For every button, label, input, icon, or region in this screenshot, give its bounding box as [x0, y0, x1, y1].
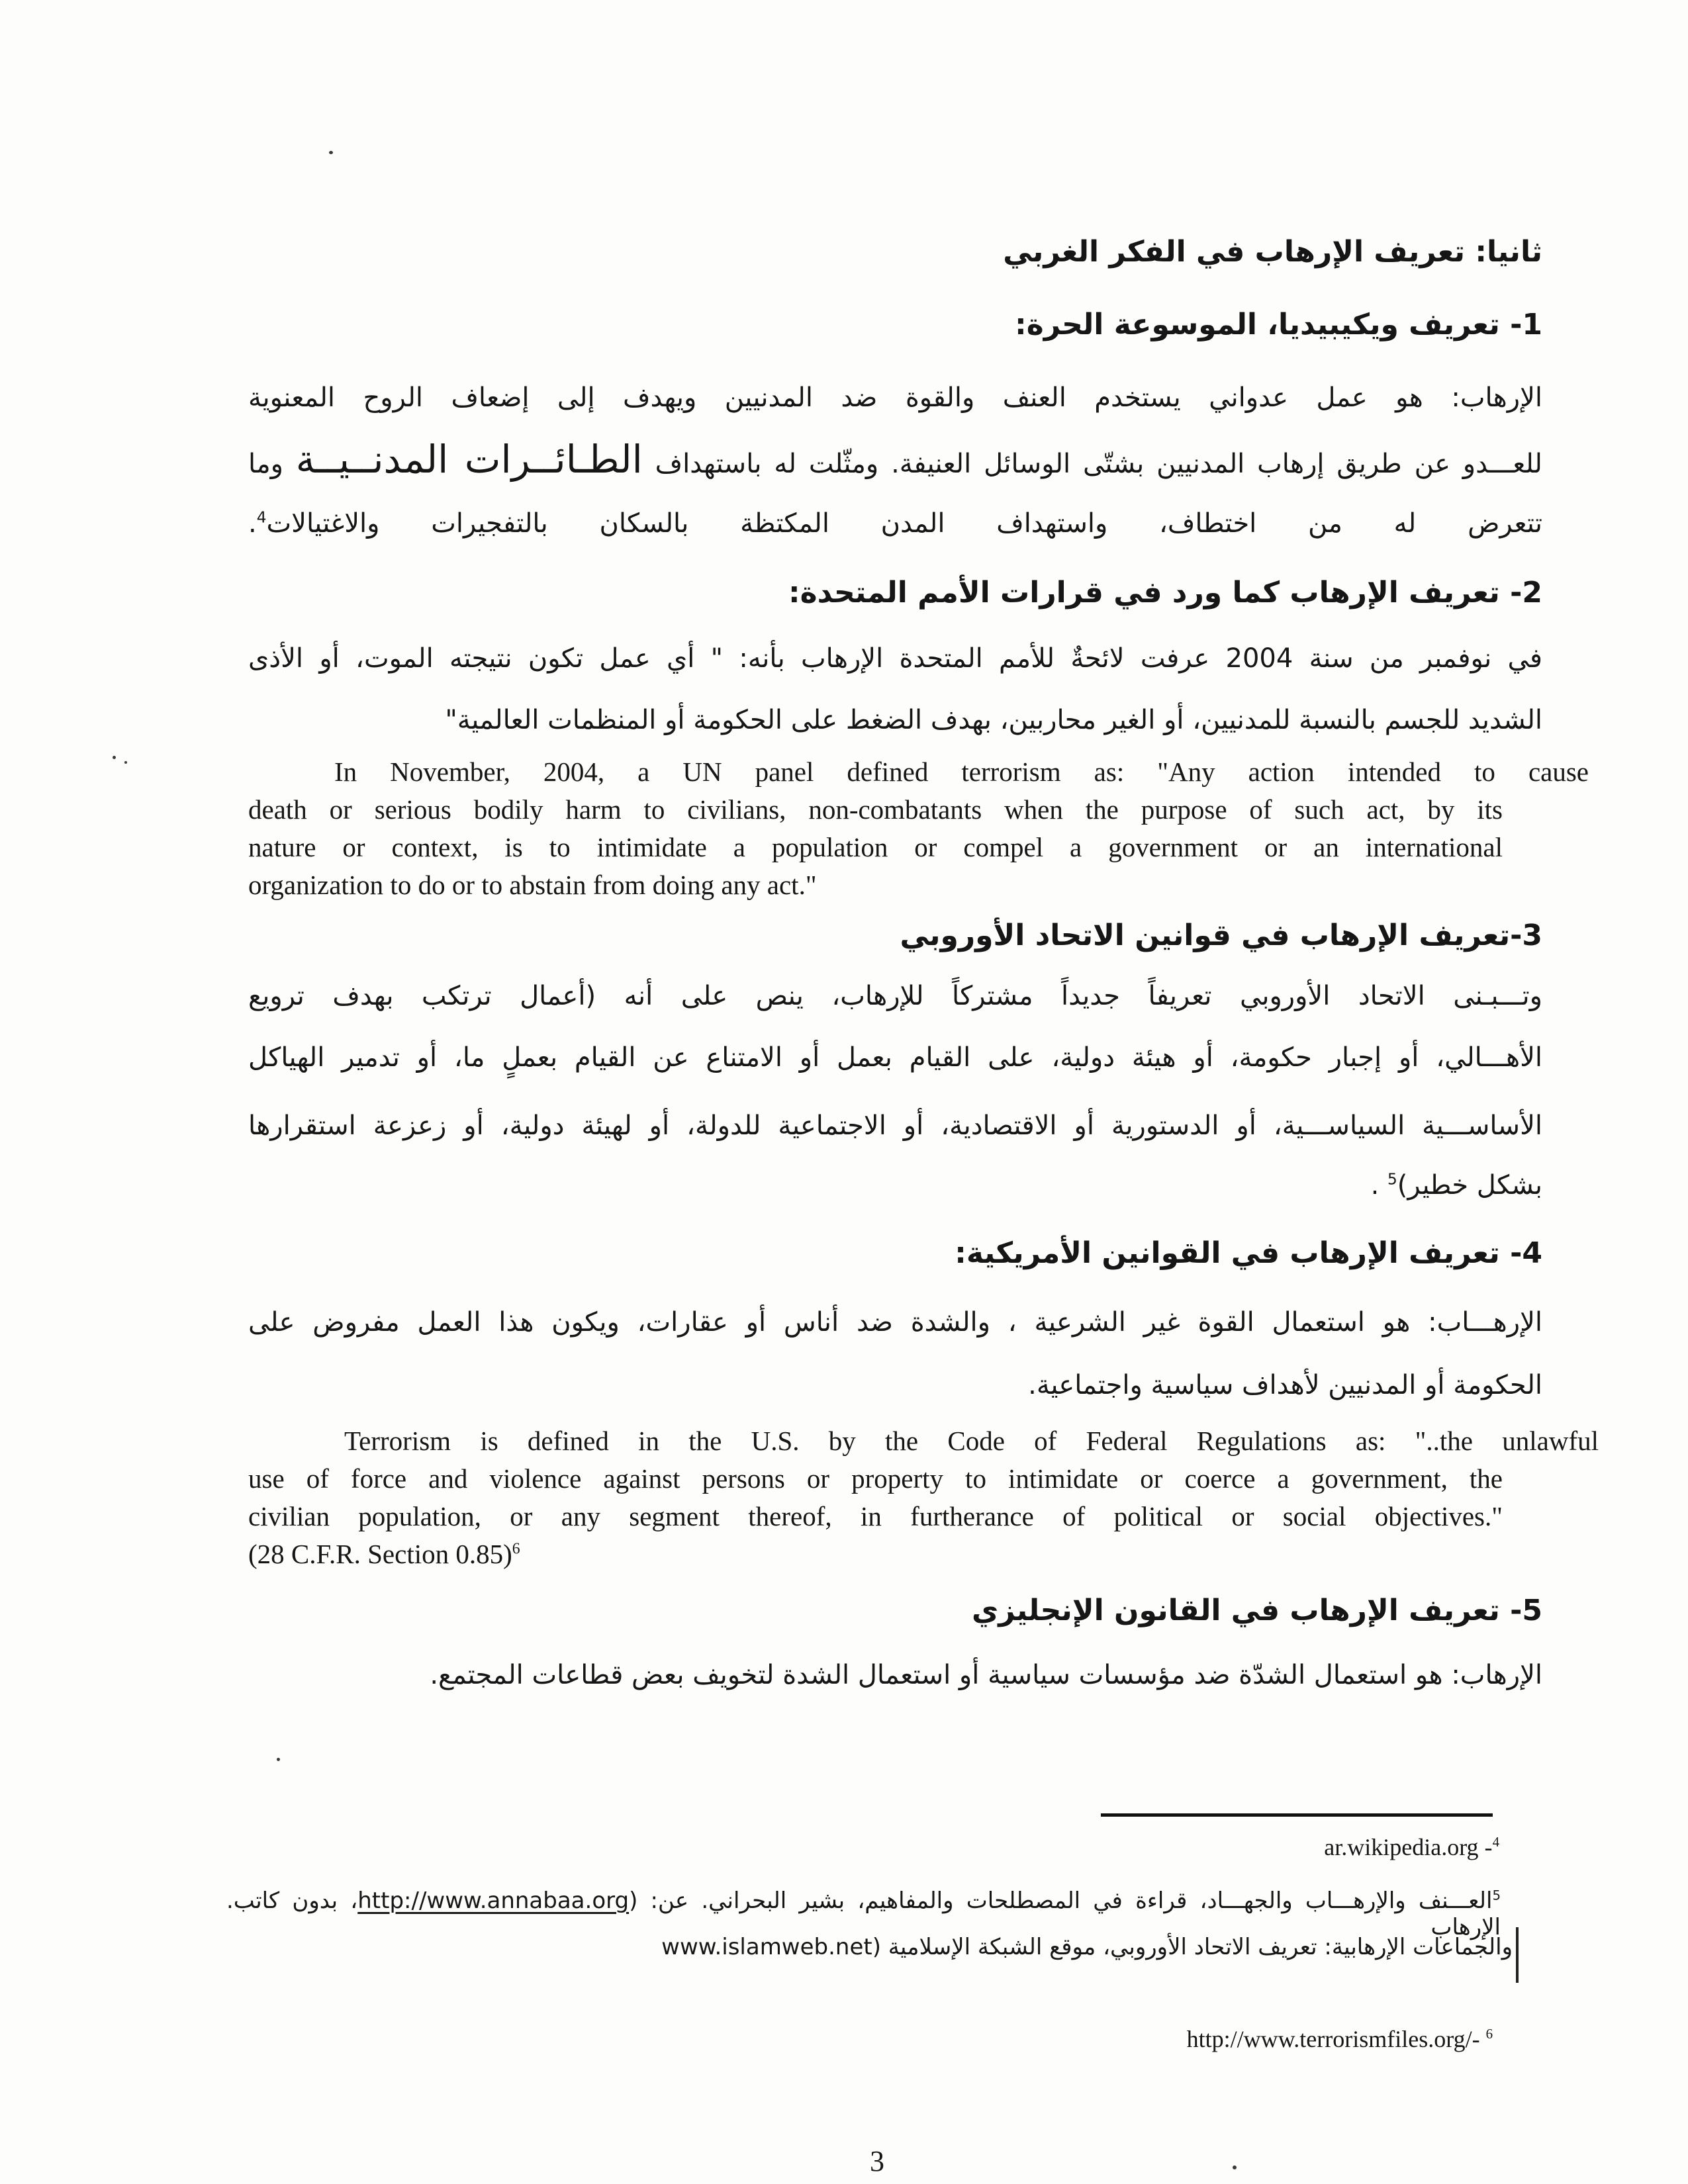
footnote-4-marker: 4: [1492, 1834, 1499, 1850]
para3-line1: وتـــبـنى الاتحاد الأوروبي تعريفاً جديداً مشتركاً للإرهاب، ينص على أنه (أعمال ترتكب بهدف ترويع: [248, 981, 1542, 1011]
english-us-quote-line1: Terrorism is defined in the U.S. by the Code of Federal Regulations as: "..the unlawful: [344, 1426, 1599, 1456]
page-number: 3: [870, 2145, 884, 2177]
english-un-quote-line2: death or serious bodily harm to civilians, non-combatants when the purpose of such act, by its: [248, 794, 1503, 825]
para4-line2: الحكومة أو المدنيين لأهداف سياسية واجتماعية.: [1028, 1370, 1542, 1400]
scan-speck: [1233, 2165, 1237, 2169]
para3-line3: الأساســـية السياســـية، أو الدستورية أو الاقتصادية، أو الاجتماعية للدولة، أو لهيئة دولية، أو زعزعة استقرارها: [248, 1111, 1542, 1141]
heading-main: ثانيا: تعريف الإرهاب في الفكر الغربي: [1003, 235, 1542, 269]
para2-line1: في نوفمبر من سنة 2004 عرفت لائحةٌ للأمم المتحدة الإرهاب بأنه: " أي عمل تكون نتيجته الموت، أو الأذى: [248, 643, 1542, 674]
terrorismfiles-url: http://www.terrorismfiles.org/-: [1186, 2026, 1486, 2052]
footnote-5-text-after: ، بدون كاتب. الإرهاب: [226, 1888, 1501, 1940]
cfr-citation: (28 C.F.R. Section 0.85): [248, 1539, 512, 1569]
english-us-quote-line4: [248, 1538, 1503, 1570]
heading-1-wikipedia: 1- تعريف ويكيبيديا، الموسوعة الحرة:: [1015, 308, 1542, 341]
footnote-5-marker: 5: [1492, 1888, 1501, 1903]
heading-5-english-law: 5- تعريف الإرهاب في القانون الإنجليزي: [971, 1594, 1542, 1627]
para1-line2-tail: وما: [248, 449, 296, 479]
margin-mark: [1516, 1927, 1519, 1983]
english-un-quote-line4: organization to do or to abstain from doing any act.": [248, 870, 817, 900]
footnote-5-line2: والجماعات الإرهابية: تعريف الاتحاد الأوروبي، موقع الشبكة الإسلامية (www.islamweb.net: [661, 1934, 1513, 1960]
scan-speck: [277, 1758, 280, 1761]
para2-line2: الشديد للجسم بالنسبة للمدنيين، أو الغير محاربين، بهدف الضغط على الحكومة أو المنظمات العالمية": [445, 705, 1542, 735]
english-us-quote-line3: civilian population, or any segment thereof, in furtherance of political or social objectives.": [248, 1501, 1503, 1531]
para1-line2: [248, 437, 1542, 482]
para1-line3: [248, 508, 1542, 539]
para1-line3-text: تتعرض له من اختطاف، واستهداف المدن المكتظة بالسكان بالتفجيرات والاغتيالات: [266, 508, 1542, 539]
footnote-4: [248, 1833, 1499, 1861]
footnote-ref-5: 5: [1387, 1170, 1397, 1189]
heading-3-eu: 3-تعريف الإرهاب في قوانين الاتحاد الأوروبي: [900, 919, 1542, 952]
english-un-quote-line3: nature or context, is to intimidate a population or compel a government or an international: [248, 832, 1503, 862]
footnote-ref-4: 4: [256, 508, 267, 527]
para3-line2: الأهـــالي، أو إجبار حكومة، أو هيئة دولية، على القيام بعمل أو الامتناع عن القيام بعملٍ ما، أو تدمير الهياكل: [248, 1042, 1542, 1073]
annabaa-link[interactable]: http://www.annabaa.org: [357, 1888, 630, 1914]
heading-2-un: 2- تعريف الإرهاب كما ورد في قرارات الأمم المتحدة:: [788, 576, 1542, 610]
para3-line4-period: .: [1370, 1170, 1388, 1201]
scan-speck: [329, 151, 333, 154]
footnote-ref-6: 6: [512, 1540, 520, 1558]
footnote-separator: [1101, 1813, 1493, 1817]
para4-line1: الإرهـــاب: هو استعمال القوة غير الشرعية ، والشدة ضد أناس أو عقارات، ويكون هذا العمل مفروض على: [248, 1307, 1542, 1338]
para1-line3-period: .: [248, 508, 257, 539]
english-us-quote-line2: use of force and violence against persons or property to intimidate or coerce a government, the: [248, 1463, 1503, 1494]
para3-line4-text: بشكل خطير): [1397, 1170, 1542, 1201]
footnote-5-text: العـــنف والإرهـــاب والجهـــاد، قراءة في المصطلحات والمفاهيم، بشير البحراني. عن: (: [629, 1888, 1493, 1914]
para3-line4: [248, 1170, 1542, 1201]
para1-enlarged-words: الطـائــرات المدنــيــة: [295, 437, 643, 482]
scan-speck: [113, 756, 116, 759]
scan-speck: [124, 761, 127, 764]
english-un-quote-line1: In November, 2004, a UN panel defined terrorism as: "Any action intended to cause: [334, 756, 1589, 787]
footnote-6: [248, 2025, 1493, 2053]
para1-line2-text: للعـــدو عن طريق إرهاب المدنيين بشتّى الوسائل العنيفة. ومثّلت له باستهداف: [642, 449, 1542, 479]
para1-line1: الإرهاب: هو عمل عدواني يستخدم العنف والقوة ضد المدنيين ويهدف إلى إضعاف الروح المعنوية: [248, 383, 1542, 413]
footnote-5-line1: [226, 1888, 1501, 1940]
footnote-4-url: ar.wikipedia.org -: [1324, 1834, 1493, 1860]
footnote-6-marker: 6: [1485, 2026, 1493, 2042]
para5-line1: الإرهاب: هو استعمال الشدّة ضد مؤسسات سياسية أو استعمال الشدة لتخويف بعض قطاعات المجتمع.: [430, 1660, 1542, 1690]
heading-4-us: 4- تعريف الإرهاب في القوانين الأمريكية:: [955, 1236, 1542, 1270]
